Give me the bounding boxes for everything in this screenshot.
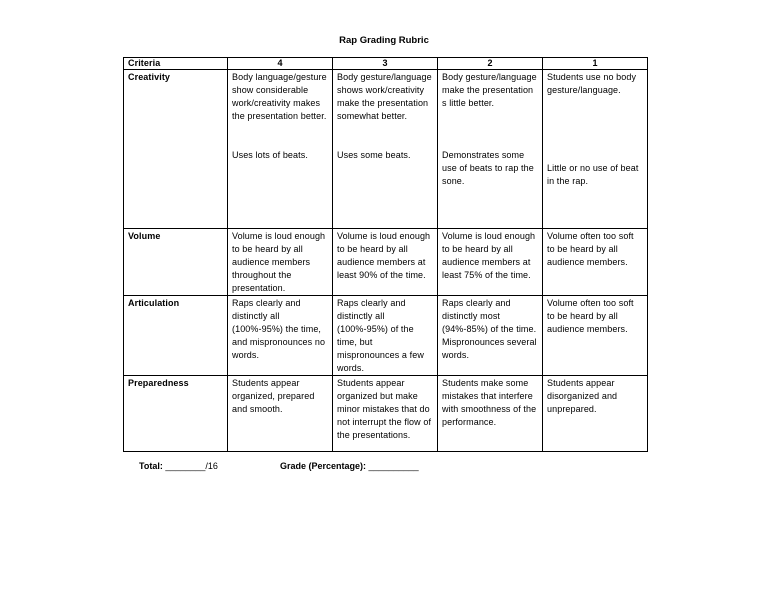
table-row-creativity xyxy=(124,70,648,229)
rubric-cell xyxy=(228,70,333,229)
table-row-volume xyxy=(124,229,648,296)
cell-description: Body gesture/language make the presentation s little better. xyxy=(442,72,537,108)
rubric-cell xyxy=(543,70,648,229)
table-row-articulation xyxy=(124,296,648,376)
rubric-cell: Raps clearly and distinctly all (100%-95%) the time, and mispronounces no words. xyxy=(228,296,333,376)
cell-beats-description: Demonstrates some use of beats to rap the sone. xyxy=(442,150,534,186)
table-row-preparedness xyxy=(124,376,648,452)
rubric-cell: Volume is loud enough to be heard by all audience members at least 90% of the time. xyxy=(333,229,438,296)
total-line xyxy=(139,461,218,471)
cell-beats-description: Uses lots of beats. xyxy=(232,150,308,160)
rubric-cell: Volume often too soft to be heard by all audience members. xyxy=(543,296,648,376)
criterion-label: Creativity xyxy=(124,70,228,229)
rubric-cell: Raps clearly and distinctly most (94%-85%) of the time. Mispronounces several words. xyxy=(438,296,543,376)
cell-beats-description: Uses some beats. xyxy=(337,150,411,160)
header-score-2: 2 xyxy=(438,58,543,70)
cell-description: Body gesture/language shows work/creativity make the presentation somewhat better. xyxy=(337,72,432,121)
rubric-cell: Students make some mistakes that interfere with smoothness of the performance. xyxy=(438,376,543,452)
header-criteria: Criteria xyxy=(124,58,228,70)
header-score-1: 1 xyxy=(543,58,648,70)
header-row xyxy=(124,58,648,70)
criterion-label: Preparedness xyxy=(124,376,228,452)
header-score-4: 4 xyxy=(228,58,333,70)
total-blank: ________ xyxy=(165,461,206,471)
cell-description: Body language/gesture show considerable work/creativity makes the presentation better. xyxy=(232,72,327,121)
rubric-cell: Volume often too soft to be heard by all audience members. xyxy=(543,229,648,296)
criterion-label: Articulation xyxy=(124,296,228,376)
total-label: Total: xyxy=(139,461,163,471)
page-title: Rap Grading Rubric xyxy=(339,35,429,46)
grade-line xyxy=(280,461,419,471)
criterion-label: Volume xyxy=(124,229,228,296)
grade-blank: __________ xyxy=(368,461,419,471)
rubric-cell: Raps clearly and distinctly all (100%-95%) of the time, but mispronounces a few words. xyxy=(333,296,438,376)
rubric-cell: Volume is loud enough to be heard by all audience members throughout the presentation. xyxy=(228,229,333,296)
rubric-cell xyxy=(333,70,438,229)
rubric-cell: Students appear disorganized and unprepared. xyxy=(543,376,648,452)
rubric-cell: Students appear organized, prepared and smooth. xyxy=(228,376,333,452)
rubric-cell: Volume is loud enough to be heard by all audience members at least 75% of the time. xyxy=(438,229,543,296)
total-suffix: /16 xyxy=(205,461,218,471)
cell-description: Students use no body gesture/language. xyxy=(547,72,637,95)
rubric-cell: Students appear organized but make minor mistakes that do not interrupt the flow of the presentations. xyxy=(333,376,438,452)
rubric-cell xyxy=(438,70,543,229)
cell-beats-description: Little or no use of beat in the rap. xyxy=(547,163,639,186)
rubric-table xyxy=(123,57,648,452)
header-score-3: 3 xyxy=(333,58,438,70)
grade-label: Grade (Percentage): xyxy=(280,461,367,471)
